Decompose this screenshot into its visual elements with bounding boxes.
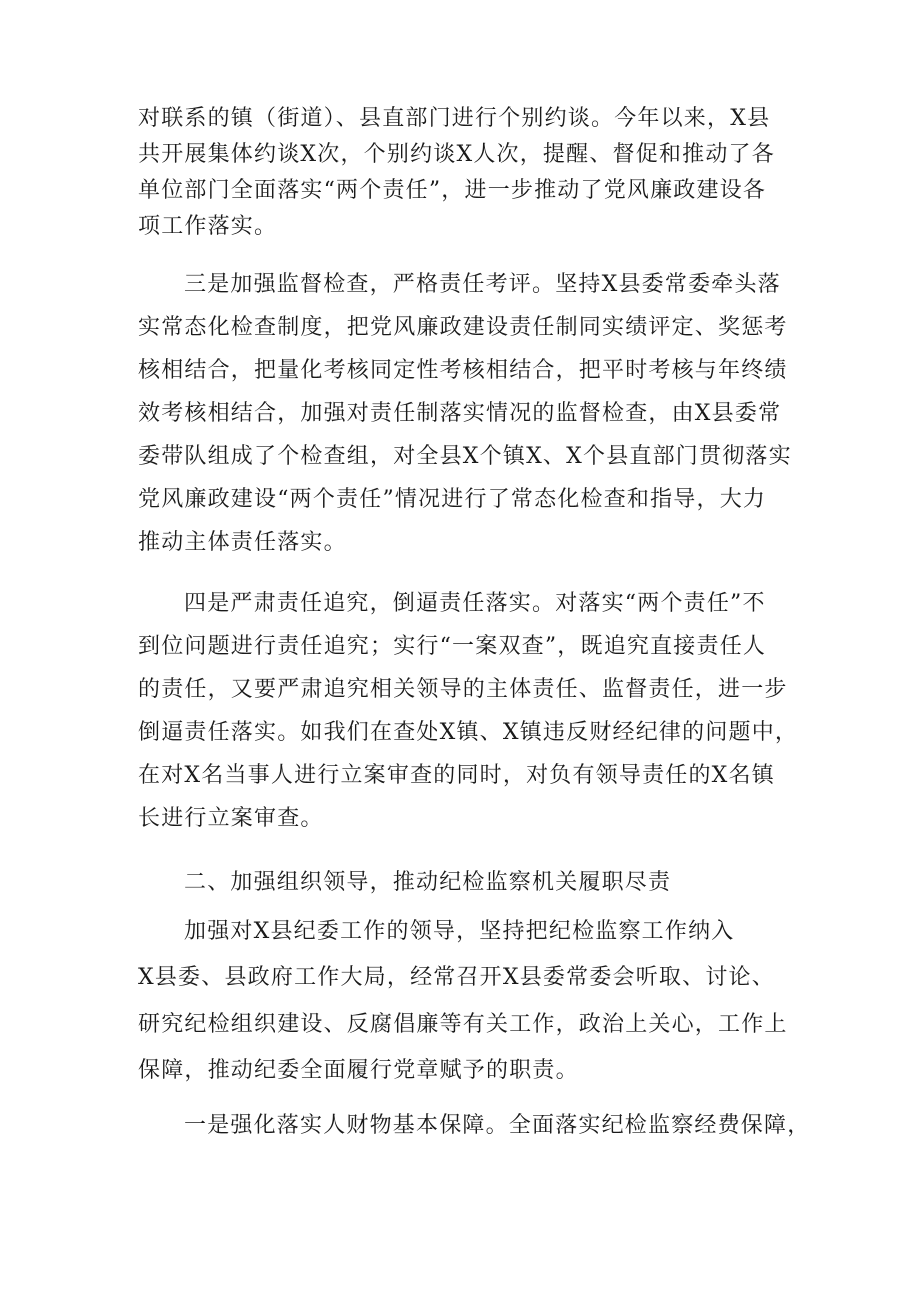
paragraph-line: 党风廉政建设“两个责任”情况进行了常态化检查和指导，大力 [138,487,767,512]
paragraph-line: 对联系的镇（街道）、县直部门进行个别约谈。今年以来，X县 [138,106,771,131]
section-heading: 二、加强组织领导，推动纪检监察机关履职尽责 [184,870,672,895]
paragraph-line: 项工作落实。 [138,214,278,239]
paragraph-line: 到位问题进行责任追究；实行“一案双查”，既追究直接责任人 [138,634,767,659]
paragraph-line: 的责任，又要严肃追究相关领导的主体责任、监督责任，进一步 [138,677,788,702]
paragraph-line: 四是严肃责任追究，倒逼责任落实。对落实“两个责任”不 [184,591,766,616]
paragraph-line: 一是强化落实人财物基本保障。全面落实纪检监察经费保障， [184,1113,811,1138]
paragraph-line: 推动主体责任落实。 [138,530,347,555]
paragraph-line: 三是加强监督检查，严格责任考评。坚持X县委常委牵头落 [184,272,781,297]
paragraph-line: 在对X名当事人进行立案审查的同时，对负有领导责任的X名镇 [138,763,775,788]
paragraph-line: 效考核相结合，加强对责任制落实情况的监督检查，由X县委常 [138,401,782,426]
paragraph-line: 倒逼责任落实。如我们在查处X镇、X镇违反财经纪律的问题中， [138,720,799,745]
paragraph-line: 保障，推动纪委全面履行党章赋予的职责。 [138,1058,579,1083]
paragraph-line: 委带队组成了个检查组，对全县X个镇X、X个县直部门贯彻落实 [138,444,792,469]
paragraph-line: 加强对X县纪委工作的领导，坚持把纪检监察工作纳入 [184,919,735,944]
paragraph-line: 共开展集体约谈X次，个别约谈X人次，提醒、督促和推动了各 [138,142,775,167]
paragraph-line: 研究纪检组织建设、反腐倡廉等有关工作，政治上关心，工作上 [138,1012,788,1037]
paragraph-line: X县委、县政府工作大局，经常召开X县委常委会听取、讨论、 [138,965,775,990]
paragraph-line: 核相结合，把量化考核同定性考核相结合，把平时考核与年终绩 [138,358,788,383]
paragraph-line: 实常态化检查制度，把党风廉政建设责任制同实绩评定、奖惩考 [138,315,788,340]
paragraph-line: 单位部门全面落实“两个责任”，进一步推动了党风廉政建设各 [138,178,767,203]
paragraph-line: 长进行立案审查。 [138,806,324,831]
